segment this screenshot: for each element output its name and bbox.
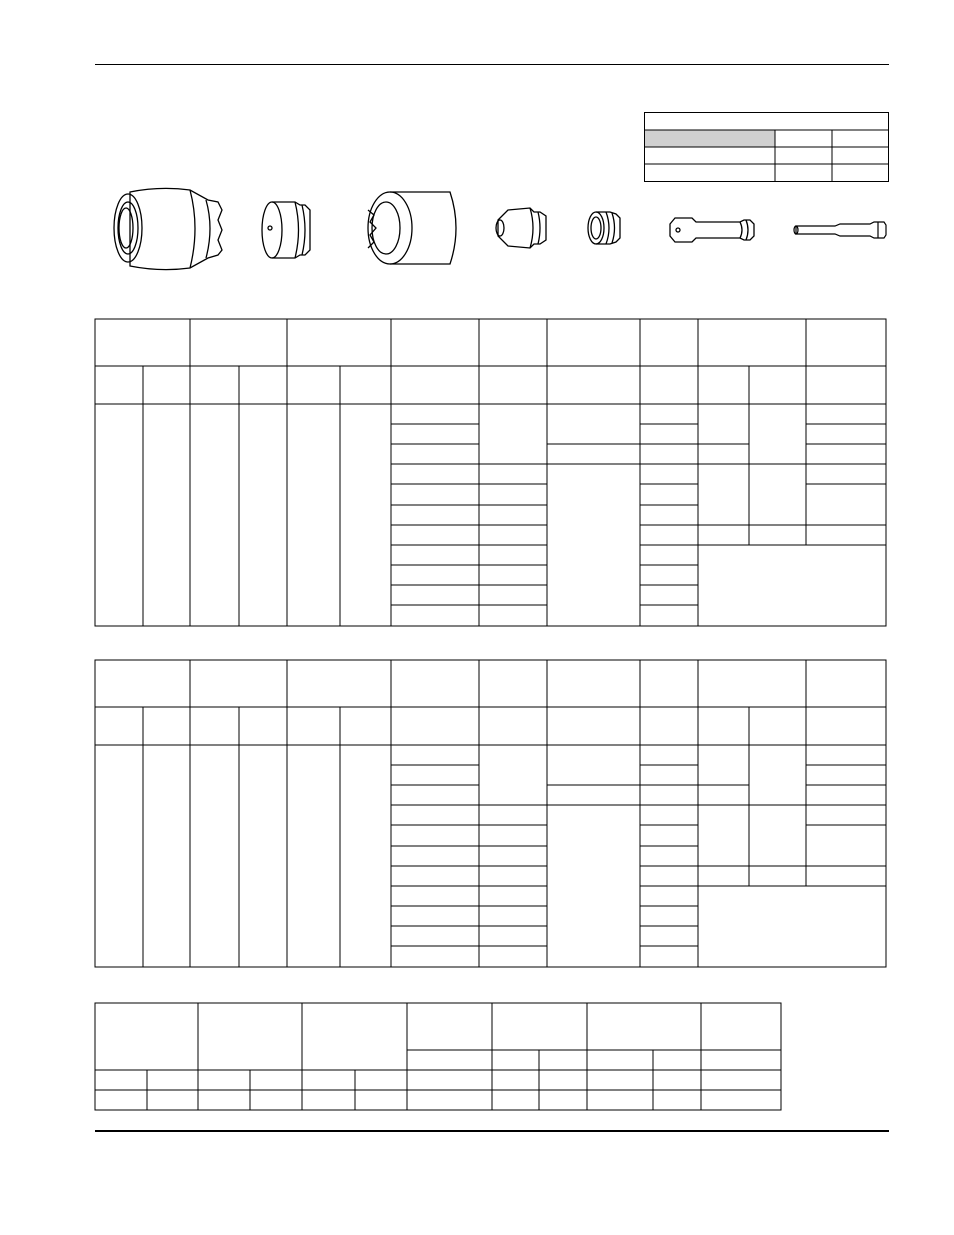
footer-rule — [95, 1130, 889, 1132]
